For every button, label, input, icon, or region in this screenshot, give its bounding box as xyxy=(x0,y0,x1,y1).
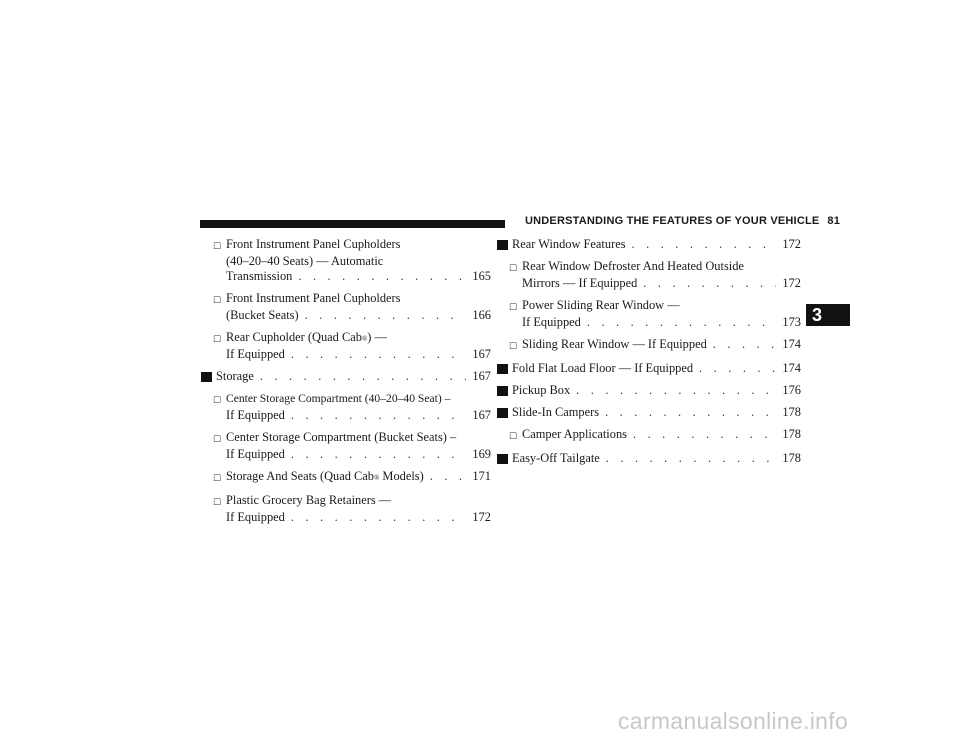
entry-title: Storage And Seats (Quad Cab xyxy=(226,469,374,483)
sub-bullet-icon: □ xyxy=(213,334,222,344)
sub-bullet-icon: □ xyxy=(213,241,222,251)
toc-entry[interactable] xyxy=(497,337,801,354)
running-header xyxy=(525,215,841,227)
entry-title: If Equipped xyxy=(226,447,285,461)
sub-bullet-icon: □ xyxy=(213,497,222,507)
toc-entry[interactable] xyxy=(497,361,801,376)
entry-title: If Equipped xyxy=(226,347,285,361)
entry-title: If Equipped xyxy=(522,315,581,329)
dot-leader xyxy=(291,347,466,362)
sub-bullet-icon: □ xyxy=(213,434,222,444)
entry-page: 178 xyxy=(782,427,801,441)
page-number: 81 xyxy=(827,215,841,227)
sub-bullet-icon: □ xyxy=(509,263,518,273)
entry-page: 167 xyxy=(472,369,491,383)
entry-title: Transmission xyxy=(226,269,293,283)
dot-leader xyxy=(713,337,776,352)
dot-leader xyxy=(643,276,776,291)
entry-page: 176 xyxy=(782,383,801,397)
entry-page: 165 xyxy=(472,269,491,283)
dot-leader xyxy=(298,269,466,284)
entry-page: 171 xyxy=(472,469,491,483)
square-bullet-icon xyxy=(201,372,212,382)
entry-title: Rear Window Features xyxy=(512,237,626,251)
sub-bullet-icon: □ xyxy=(213,473,222,483)
toc-entry[interactable] xyxy=(497,298,801,330)
entry-page: 178 xyxy=(782,405,801,419)
entry-page: 173 xyxy=(782,315,801,329)
toc-entry[interactable] xyxy=(201,391,491,423)
entry-title: Center Storage Compartment (Bucket Seats) – xyxy=(226,430,457,444)
square-bullet-icon xyxy=(497,454,508,464)
dot-leader xyxy=(699,361,776,376)
entry-title: (Bucket Seats) xyxy=(226,308,299,322)
toc-entry[interactable] xyxy=(201,237,491,284)
toc-entry[interactable] xyxy=(201,330,491,362)
entry-page: 166 xyxy=(472,308,491,322)
entry-title: Slide-In Campers xyxy=(512,405,600,419)
entry-page: 172 xyxy=(782,237,801,251)
square-bullet-icon xyxy=(497,408,508,418)
entry-title: Easy-Off Tailgate xyxy=(512,451,600,465)
sub-bullet-icon: □ xyxy=(213,395,222,405)
toc-entry[interactable] xyxy=(201,291,491,323)
toc-entry[interactable] xyxy=(497,237,801,252)
entry-title: (40–20–40 Seats) — Automatic xyxy=(226,254,384,268)
toc-entry[interactable] xyxy=(497,427,801,444)
sub-bullet-icon: □ xyxy=(509,341,518,351)
entry-title: Center Storage Compartment (40–20–40 Seat) – xyxy=(226,392,451,405)
square-bullet-icon xyxy=(497,240,508,250)
chapter-tab xyxy=(806,304,850,326)
entry-title: Front Instrument Panel Cupholders xyxy=(226,237,401,251)
entry-title: Power Sliding Rear Window — xyxy=(522,298,680,312)
entry-page: 172 xyxy=(782,276,801,290)
entry-title: Sliding Rear Window — If Equipped xyxy=(522,337,707,351)
toc-entry[interactable] xyxy=(497,405,801,420)
toc-right-column xyxy=(497,237,801,473)
dot-leader xyxy=(606,451,776,466)
entry-title: Rear Window Defroster And Heated Outside xyxy=(522,259,744,273)
entry-title: Camper Applications xyxy=(522,427,627,441)
registered-mark: ® xyxy=(373,474,380,482)
entry-page: 172 xyxy=(472,510,491,524)
entry-title: If Equipped xyxy=(226,408,285,422)
toc-entry[interactable] xyxy=(497,383,801,398)
dot-leader xyxy=(632,237,776,252)
toc-entry[interactable] xyxy=(497,451,801,466)
chapter-number: 3 xyxy=(812,304,823,325)
section-title: UNDERSTANDING THE FEATURES OF YOUR VEHICLE xyxy=(525,215,820,227)
entry-page: 178 xyxy=(782,451,801,465)
entry-title: Storage xyxy=(216,369,254,383)
dot-leader xyxy=(291,510,466,525)
dot-leader xyxy=(633,427,776,442)
watermark: carmanualsonline.info xyxy=(618,708,849,734)
dot-leader xyxy=(605,405,776,420)
toc-entry[interactable] xyxy=(201,469,491,486)
square-bullet-icon xyxy=(497,364,508,374)
dot-leader xyxy=(291,447,466,462)
entry-title-suffix: ) — xyxy=(367,330,387,344)
header-rule xyxy=(200,220,505,228)
entry-title: Rear Cupholder (Quad Cab xyxy=(226,330,362,344)
entry-page: 167 xyxy=(472,408,491,422)
dot-leader xyxy=(291,408,466,423)
dot-leader xyxy=(430,469,466,484)
dot-leader xyxy=(260,369,466,384)
dot-leader xyxy=(587,315,776,330)
toc-entry[interactable] xyxy=(201,430,491,462)
toc-left-column xyxy=(201,237,491,532)
entry-title: Models) xyxy=(382,469,424,483)
entry-page: 174 xyxy=(782,361,801,375)
square-bullet-icon xyxy=(497,386,508,396)
entry-title: If Equipped xyxy=(226,510,285,524)
dot-leader xyxy=(576,383,776,398)
entry-title: Mirrors — If Equipped xyxy=(522,276,638,290)
toc-entry[interactable] xyxy=(201,369,491,384)
entry-page: 174 xyxy=(782,337,801,351)
sub-bullet-icon: □ xyxy=(509,302,518,312)
entry-page: 167 xyxy=(472,347,491,361)
dot-leader xyxy=(305,308,466,323)
toc-entry[interactable] xyxy=(201,493,491,525)
entry-title: Plastic Grocery Bag Retainers — xyxy=(226,493,392,507)
sub-bullet-icon: □ xyxy=(509,431,518,441)
entry-page: 169 xyxy=(472,447,491,461)
entry-title: Pickup Box xyxy=(512,383,571,397)
sub-bullet-icon: □ xyxy=(213,295,222,305)
toc-entry[interactable] xyxy=(497,259,801,291)
entry-title: Fold Flat Load Floor — If Equipped xyxy=(512,361,694,375)
registered-mark: ® xyxy=(361,335,368,343)
entry-title: Front Instrument Panel Cupholders xyxy=(226,291,401,305)
